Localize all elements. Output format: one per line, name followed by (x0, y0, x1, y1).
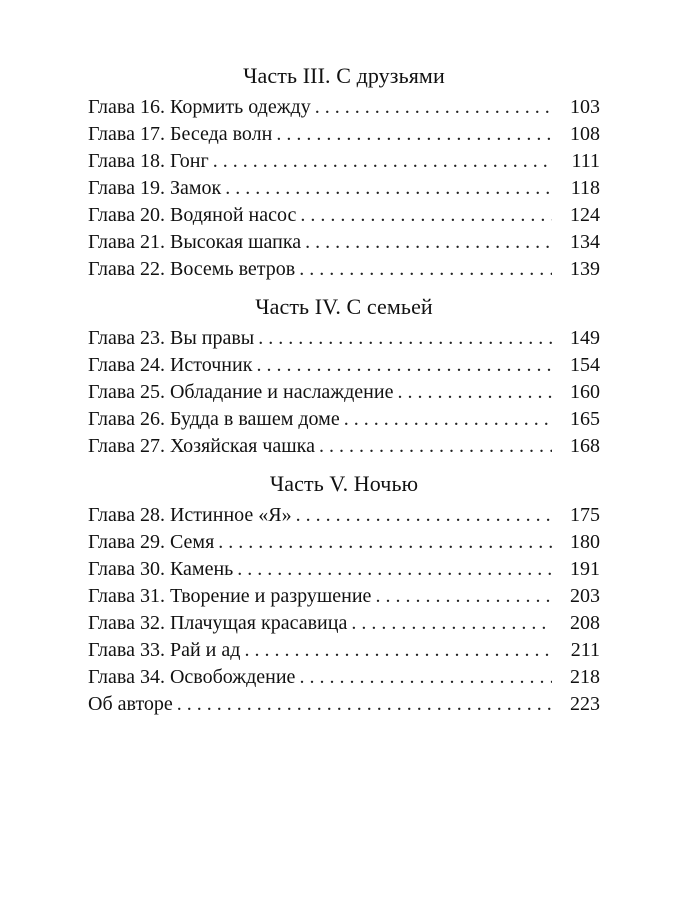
dot-leader (351, 610, 552, 637)
toc-entry-page: 111 (571, 150, 600, 172)
toc-entry-label: Глава 22. Восемь ветров (88, 258, 296, 280)
dot-leader (258, 325, 552, 352)
toc-entry (88, 502, 600, 529)
toc-entry (88, 229, 600, 256)
dot-leader (319, 433, 552, 460)
dot-leader (276, 121, 552, 148)
dot-leader (218, 529, 552, 556)
toc-entry-label: Глава 23. Вы правы (88, 327, 255, 349)
dot-leader (237, 556, 552, 583)
part-title: Часть V. Ночью (269, 471, 419, 496)
dot-leader (213, 148, 552, 175)
dot-leader (300, 202, 552, 229)
dot-leader (244, 637, 552, 664)
toc-entry (88, 691, 600, 718)
toc-entry-label: Глава 20. Водяной насос (88, 204, 297, 226)
toc-entry (88, 352, 600, 379)
toc-entry (88, 610, 600, 637)
toc-entry-page: 168 (570, 435, 600, 457)
toc-entry (88, 94, 600, 121)
toc-entry-page: 103 (570, 96, 600, 118)
toc-entry-page: 160 (570, 381, 600, 403)
toc-entry-label: Глава 24. Источник (88, 354, 253, 376)
toc-entry-label: Глава 17. Беседа волн (88, 123, 273, 145)
toc-entry-label: Глава 21. Высокая шапка (88, 231, 302, 253)
toc-entry-page: 139 (570, 258, 600, 280)
toc-entry-page: 191 (570, 558, 600, 580)
toc-entry-page: 203 (570, 585, 600, 607)
toc-entry (88, 529, 600, 556)
dot-leader (177, 691, 552, 718)
table-of-contents (88, 62, 600, 718)
toc-entry (88, 556, 600, 583)
toc-entry (88, 148, 600, 175)
toc-entry-page: 175 (570, 504, 600, 526)
toc-entry-page: 149 (570, 327, 600, 349)
toc-entry-label: Глава 29. Семя (88, 531, 215, 553)
toc-entry-page: 124 (570, 204, 600, 226)
part-title: Часть IV. С семьей (255, 294, 433, 319)
dot-leader (256, 352, 552, 379)
dot-leader (375, 583, 552, 610)
dot-leader (296, 502, 552, 529)
part-title: Часть III. С друзьями (243, 63, 445, 88)
toc-entry (88, 637, 600, 664)
part-section (88, 293, 600, 460)
toc-entry-label: Глава 32. Плачущая красавица (88, 612, 348, 634)
toc-entry-page: 180 (570, 531, 600, 553)
toc-entry-label: Глава 34. Освобождение (88, 666, 296, 688)
toc-entry-label: Глава 27. Хозяйская чашка (88, 435, 315, 457)
part-section (88, 62, 600, 283)
dot-leader (225, 175, 552, 202)
dot-leader (305, 229, 552, 256)
dot-leader (299, 664, 552, 691)
toc-entry-page: 218 (570, 666, 600, 688)
toc-entry (88, 583, 600, 610)
toc-entry (88, 325, 600, 352)
toc-entry-label: Глава 31. Творение и разрушение (88, 585, 372, 607)
toc-entry (88, 202, 600, 229)
dot-leader (299, 256, 552, 283)
toc-entry (88, 175, 600, 202)
toc-entry-page: 118 (570, 177, 600, 199)
toc-entry (88, 121, 600, 148)
toc-entry (88, 379, 600, 406)
toc-entry-label: Глава 25. Обладание и наслаждение (88, 381, 394, 403)
toc-entry-label: Глава 16. Кормить одежду (88, 96, 311, 118)
toc-entry-label: Глава 26. Будда в вашем доме (88, 408, 340, 430)
toc-entry-page: 223 (570, 693, 600, 715)
toc-entry-page: 208 (570, 612, 600, 634)
toc-entry (88, 256, 600, 283)
toc-entry-label: Глава 30. Камень (88, 558, 234, 580)
toc-entry (88, 664, 600, 691)
toc-entry-page: 108 (570, 123, 600, 145)
toc-entry-label: Глава 18. Гонг (88, 150, 209, 172)
toc-entry-label: Глава 19. Замок (88, 177, 222, 199)
toc-entry-label: Глава 33. Рай и ад (88, 639, 241, 661)
toc-entry-label: Об авторе (88, 693, 173, 715)
dot-leader (344, 406, 552, 433)
part-section (88, 470, 600, 718)
toc-entry-page: 134 (570, 231, 600, 253)
toc-entry-page: 165 (570, 408, 600, 430)
dot-leader (315, 94, 552, 121)
toc-entry (88, 433, 600, 460)
dot-leader (397, 379, 552, 406)
toc-entry (88, 406, 600, 433)
toc-entry-label: Глава 28. Истинное «Я» (88, 504, 292, 526)
toc-entry-page: 211 (570, 639, 600, 661)
toc-entry-page: 154 (570, 354, 600, 376)
